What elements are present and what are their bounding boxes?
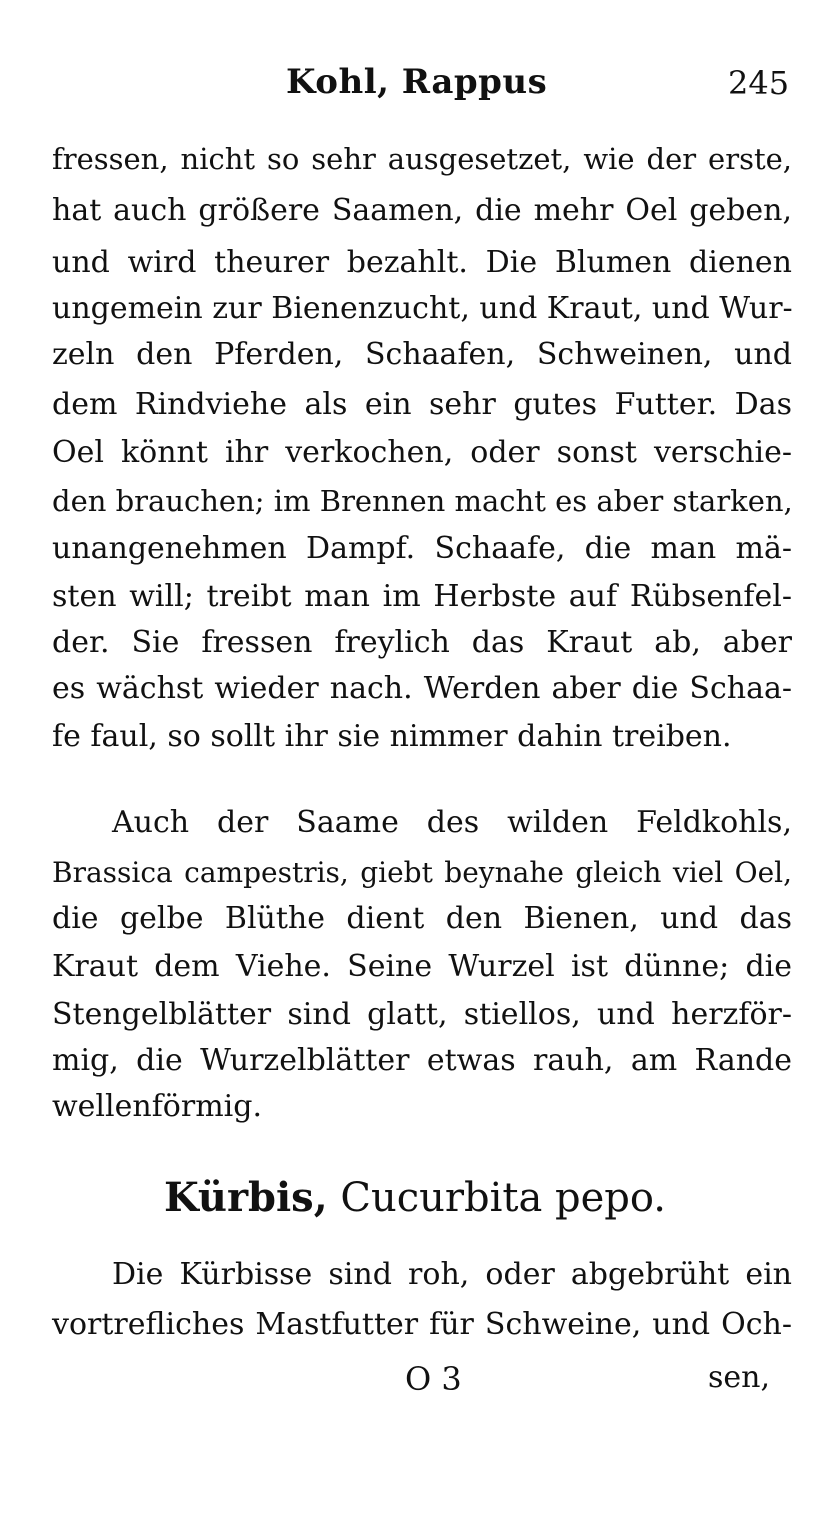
paragraph2-line: wellenförmig. xyxy=(52,1089,262,1124)
paragraph1-line: Oel könnt ihr verkochen, oder sonst verschie- xyxy=(52,435,792,470)
paragraph3-line: vortrefliches Mastfutter für Schweine, und Och- xyxy=(52,1307,792,1342)
paragraph1-line: hat auch größere Saamen, die mehr Oel geben, xyxy=(52,193,792,228)
paragraph1-line: und wird theurer bezahlt. Die Blumen dienen xyxy=(52,245,792,280)
paragraph1-line: fe faul, so sollt ihr sie nimmer dahin treiben. xyxy=(52,719,732,754)
page-header xyxy=(0,62,830,110)
paragraph1-line: dem Rindviehe als ein sehr gutes Futter. Das xyxy=(52,387,792,422)
paragraph1-line: unangenehmen Dampf. Schaafe, die man mä- xyxy=(52,531,792,566)
paragraph2-line: Auch der Saame des wilden Feldkohls, xyxy=(112,805,792,840)
section-heading-latin: Cucurbita pepo. xyxy=(340,1175,667,1221)
running-title: Kohl, Rappus xyxy=(286,62,548,102)
paragraph1-line: den brauchen; im Brennen macht es aber starken, xyxy=(52,484,793,518)
paragraph2-line: Stengelblätter sind glatt, stiellos, und herzför- xyxy=(52,997,792,1032)
paragraph1-line: es wächst wieder nach. Werden aber die Schaa- xyxy=(52,671,792,706)
paragraph1-line: fressen, nicht so sehr ausgesetzet, wie der erste, xyxy=(52,142,792,176)
signature-mark: O 3 xyxy=(405,1360,462,1398)
page-number: 245 xyxy=(728,64,790,102)
paragraph1-line: zeln den Pferden, Schaafen, Schweinen, und xyxy=(52,337,792,372)
paragraph2-line: Brassica campestris, giebt beynahe gleich viel Oel, xyxy=(52,856,792,889)
paragraph2-line: Kraut dem Viehe. Seine Wurzel ist dünne; die xyxy=(52,949,792,984)
section-heading xyxy=(0,1170,830,1226)
paragraph3-line: Die Kürbisse sind roh, oder abgebrüht ein xyxy=(112,1257,792,1292)
paragraph1-line: der. Sie fressen freylich das Kraut ab, aber xyxy=(52,625,792,660)
paragraph1-line: ungemein zur Bienenzucht, und Kraut, und Wur- xyxy=(52,291,793,326)
section-heading-german: Kürbis, xyxy=(163,1174,328,1221)
catchword: sen, xyxy=(708,1360,771,1395)
paragraph2-line: die gelbe Blüthe dient den Bienen, und das xyxy=(52,901,792,936)
paragraph1-line: sten will; treibt man im Herbste auf Rübsenfel- xyxy=(52,579,792,614)
paragraph2-line: mig, die Wurzelblätter etwas rauh, am Rande xyxy=(52,1043,792,1078)
